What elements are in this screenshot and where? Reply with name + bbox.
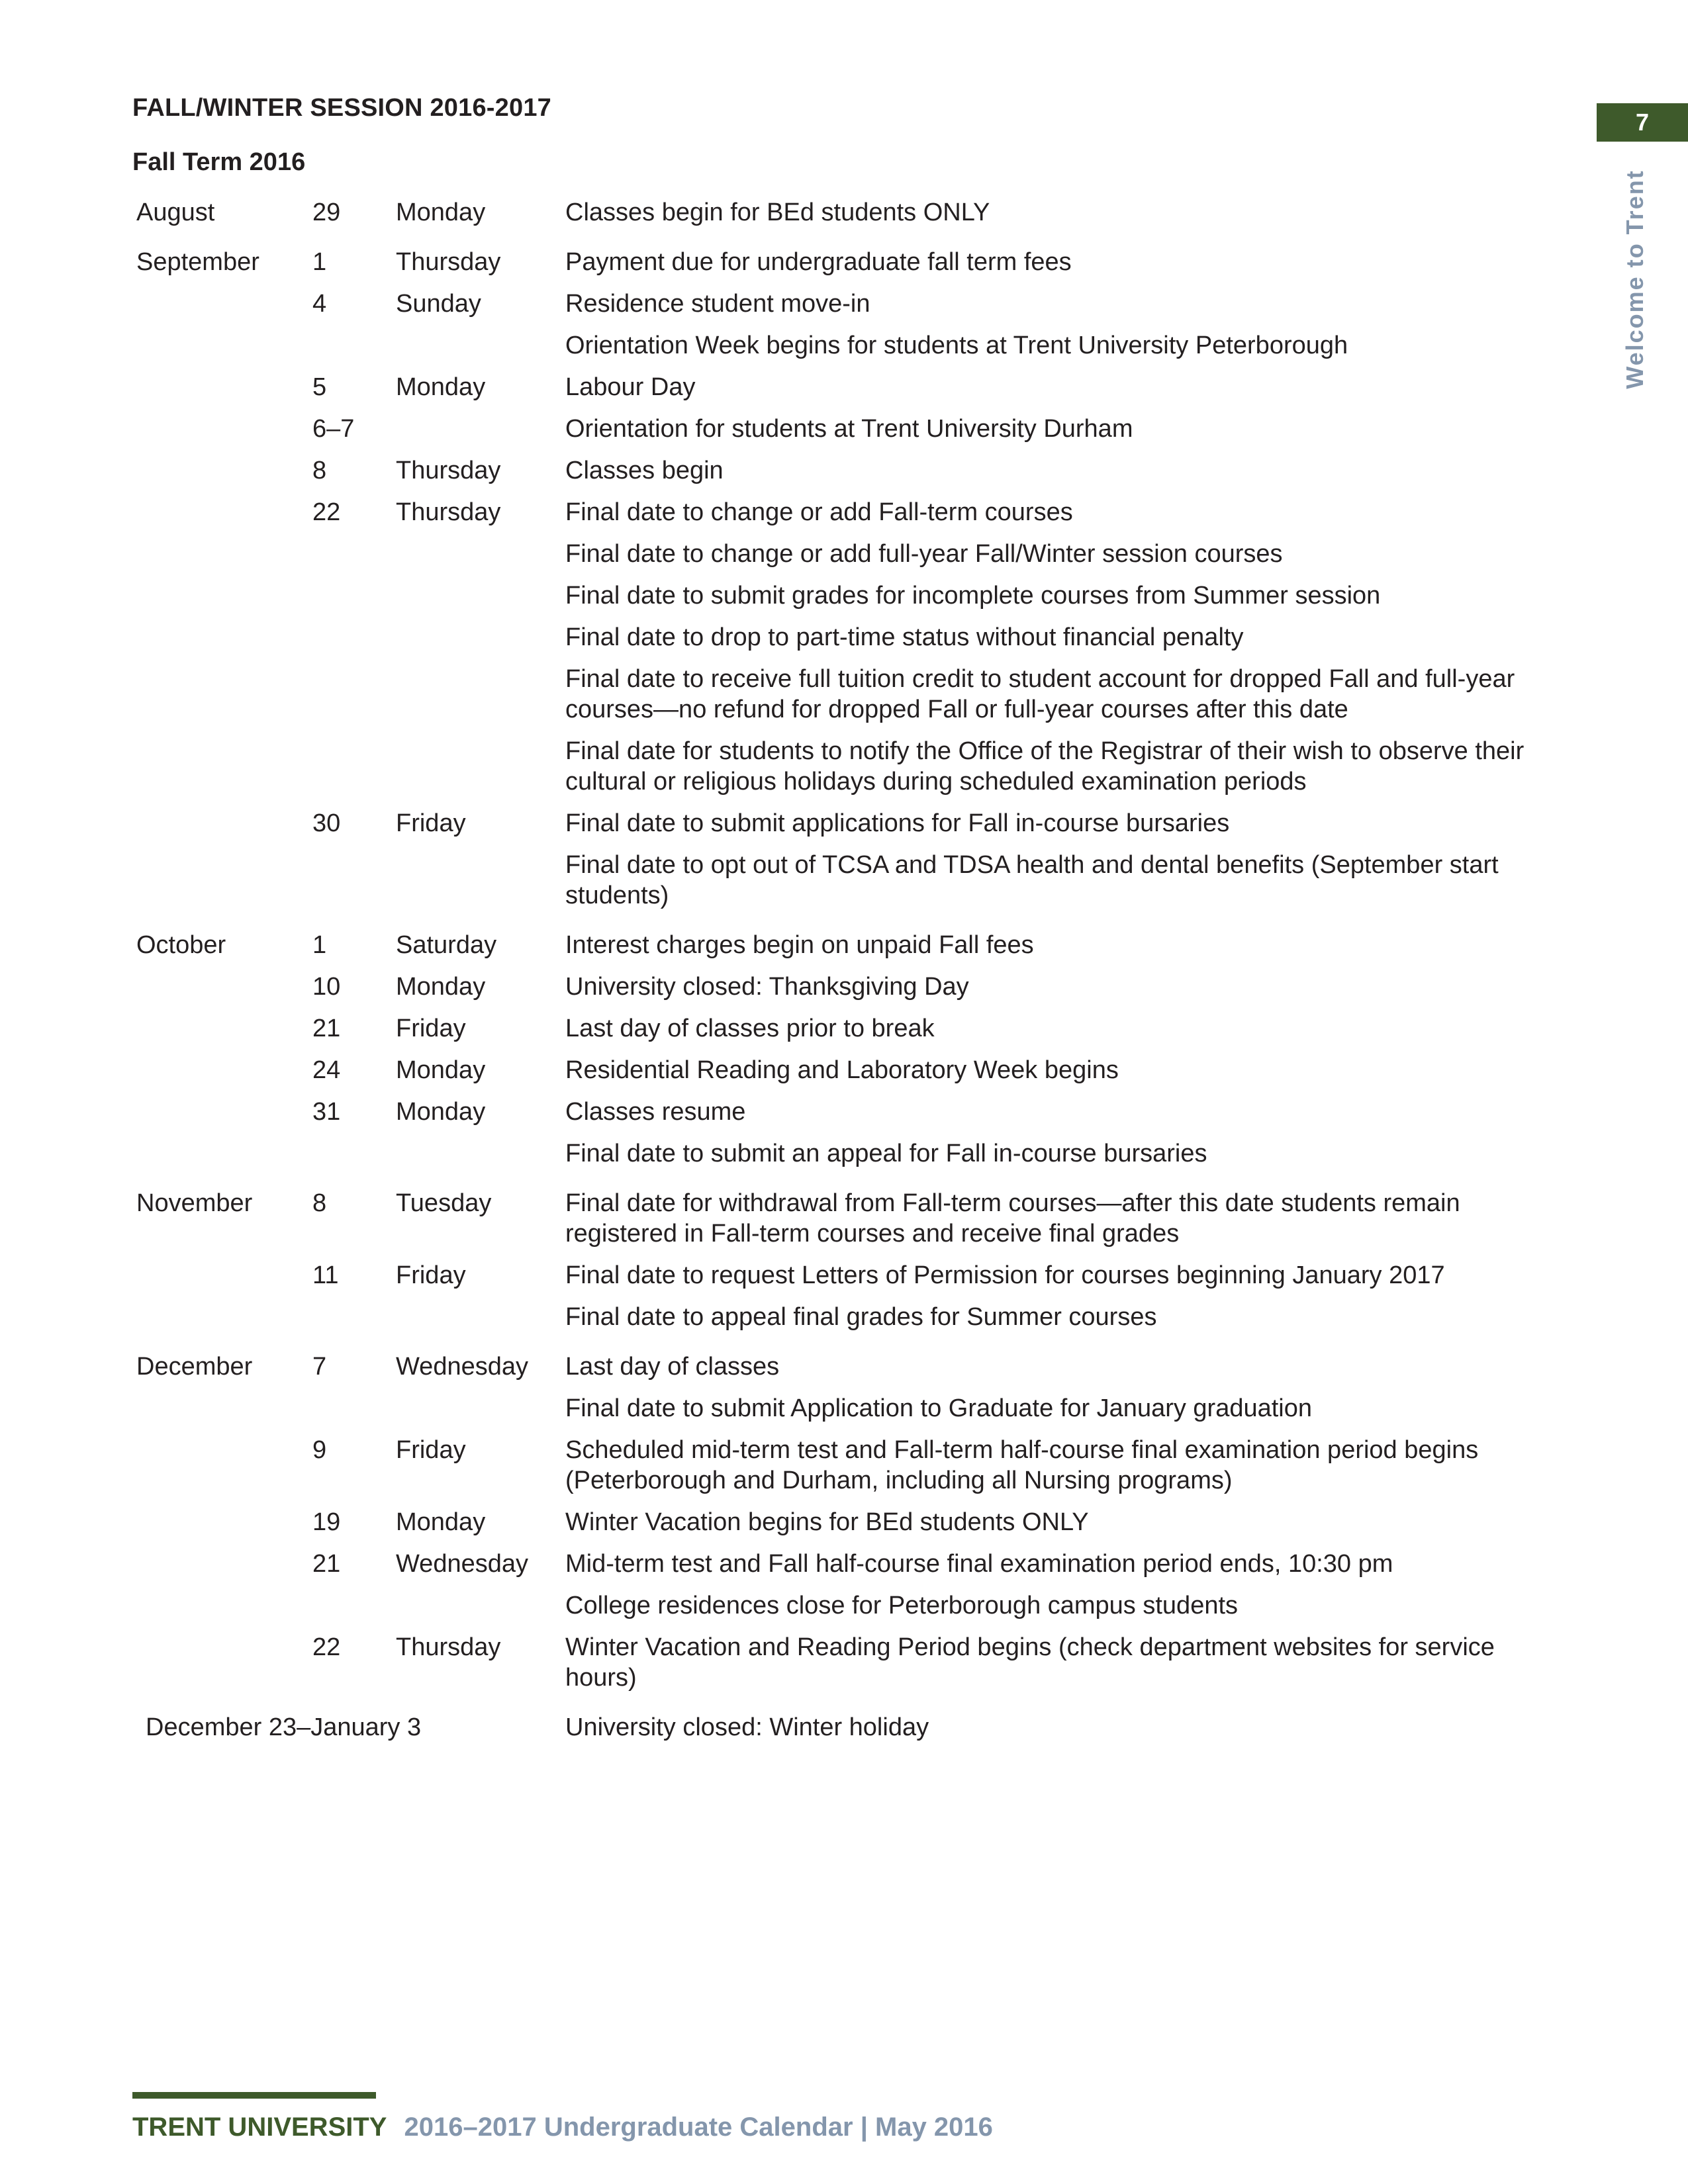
day-cell: 1 bbox=[312, 931, 327, 959]
calendar-row bbox=[136, 1297, 1566, 1338]
month-cell bbox=[136, 1260, 312, 1291]
month-cell: October bbox=[136, 931, 226, 959]
month-cell bbox=[136, 1632, 312, 1693]
month-cell: November bbox=[136, 1189, 253, 1217]
event-description: Orientation Week begins for students at Trent University Peterborough bbox=[565, 332, 1348, 359]
event-description: Last day of classes prior to break bbox=[565, 1015, 935, 1042]
event-description: Final date to request Letters of Permission for courses beginning January 2017 bbox=[565, 1261, 1445, 1289]
calendar-row bbox=[136, 617, 1566, 659]
calendar-row bbox=[136, 533, 1566, 575]
footer-subtitle: 2016–2017 Undergraduate Calendar | May 2016 bbox=[404, 2113, 993, 2142]
event-description: Winter Vacation begins for BEd students ONLY bbox=[565, 1508, 1089, 1536]
month-cell: August bbox=[136, 199, 215, 226]
event-description: Final date to change or add Fall-term courses bbox=[565, 498, 1073, 526]
calendar-row bbox=[136, 450, 1566, 492]
month-group bbox=[136, 242, 1566, 917]
weekday-cell bbox=[396, 414, 565, 444]
event-description: Final date to submit Application to Graduate for January graduation bbox=[565, 1394, 1313, 1422]
calendar-row bbox=[136, 1707, 1566, 1749]
event-description: Labour Day bbox=[565, 373, 696, 401]
weekday-cell: Monday bbox=[396, 373, 486, 401]
weekday-cell: Thursday bbox=[396, 498, 501, 526]
month-cell bbox=[136, 1055, 312, 1085]
weekday-cell: Monday bbox=[396, 973, 486, 1001]
weekday-cell: Monday bbox=[396, 1098, 486, 1126]
event-description: Final date to appeal final grades for Summer courses bbox=[565, 1303, 1157, 1331]
month-cell bbox=[136, 455, 312, 486]
weekday-cell: Wednesday bbox=[396, 1550, 528, 1578]
event-description: Winter Vacation and Reading Period begins (check department websites for service hours) bbox=[565, 1633, 1495, 1692]
day-cell bbox=[312, 664, 396, 725]
calendar-row bbox=[136, 1008, 1566, 1050]
weekday-cell: Friday bbox=[396, 1015, 466, 1042]
day-cell: 9 bbox=[312, 1436, 327, 1464]
weekday-cell bbox=[396, 736, 565, 797]
calendar-row bbox=[136, 492, 1566, 533]
weekday-cell bbox=[396, 1393, 565, 1424]
weekday-cell: Thursday bbox=[396, 457, 501, 484]
month-group bbox=[136, 192, 1566, 234]
day-cell: 11 bbox=[312, 1261, 339, 1289]
month-cell bbox=[136, 1507, 312, 1537]
event-description: Final date to change or add full-year Fall/Winter session courses bbox=[565, 540, 1283, 568]
calendar-row bbox=[136, 966, 1566, 1008]
month-cell bbox=[136, 664, 312, 725]
calendar-row bbox=[136, 731, 1566, 803]
weekday-cell bbox=[396, 1590, 565, 1621]
day-cell bbox=[312, 1393, 396, 1424]
day-cell: 29 bbox=[312, 199, 341, 226]
calendar-row bbox=[136, 192, 1566, 234]
day-cell bbox=[312, 1138, 396, 1169]
event-description: Classes resume bbox=[565, 1098, 746, 1126]
weekday-cell bbox=[396, 664, 565, 725]
month-cell bbox=[136, 330, 312, 361]
weekday-cell bbox=[396, 622, 565, 653]
event-description: Final date to drop to part-time status without financial penalty bbox=[565, 623, 1244, 651]
month-group bbox=[136, 1346, 1566, 1699]
calendar-row bbox=[136, 1585, 1566, 1627]
month-cell bbox=[136, 1435, 312, 1496]
event-description: Payment due for undergraduate fall term fees bbox=[565, 248, 1072, 276]
day-cell: 7 bbox=[312, 1353, 327, 1381]
section-side-label: Welcome to Trent bbox=[1621, 169, 1648, 389]
day-cell: 31 bbox=[312, 1098, 341, 1126]
day-cell: 6–7 bbox=[312, 415, 355, 443]
month-cell bbox=[136, 414, 312, 444]
weekday-cell: Tuesday bbox=[396, 1189, 492, 1217]
month-cell bbox=[136, 736, 312, 797]
page-number: 7 bbox=[1635, 109, 1650, 136]
day-cell: 1 bbox=[312, 248, 327, 276]
weekday-cell bbox=[396, 580, 565, 611]
weekday-cell: Monday bbox=[396, 1056, 486, 1084]
weekday-cell bbox=[396, 1302, 565, 1332]
month-cell bbox=[136, 1302, 312, 1332]
month-cell bbox=[136, 1549, 312, 1579]
calendar-row bbox=[136, 242, 1566, 283]
day-cell: 5 bbox=[312, 373, 327, 401]
calendar-row bbox=[136, 1050, 1566, 1091]
event-description: Final date for students to notify the Office of the Registrar of their wish to observe their cultural or religious holidays during scheduled examination periods bbox=[565, 737, 1524, 796]
day-cell: 21 bbox=[312, 1550, 341, 1578]
weekday-cell: Sunday bbox=[396, 290, 481, 318]
weekday-cell bbox=[396, 1138, 565, 1169]
term-title: Fall Term 2016 bbox=[132, 148, 306, 176]
event-description: Residence student move-in bbox=[565, 290, 870, 318]
weekday-cell: Monday bbox=[396, 1508, 486, 1536]
calendar-row bbox=[136, 1502, 1566, 1543]
month-cell bbox=[136, 808, 312, 839]
weekday-cell: Thursday bbox=[396, 1633, 501, 1661]
academic-calendar-table bbox=[136, 192, 1566, 1749]
day-cell: 4 bbox=[312, 290, 327, 318]
event-description: Scheduled mid-term test and Fall-term half-course final examination period begins (Peterborough and Durham, including all Nursing programs) bbox=[565, 1436, 1479, 1494]
month-cell: September bbox=[136, 248, 259, 276]
month-cell bbox=[136, 972, 312, 1002]
calendar-row bbox=[136, 575, 1566, 617]
day-cell bbox=[312, 622, 396, 653]
event-description: Final date to receive full tuition credit to student account for dropped Fall and full-year courses—no refund for dropped Fall or full-year courses after this date bbox=[565, 665, 1515, 723]
month-cell bbox=[136, 1138, 312, 1169]
weekday-cell: Friday bbox=[396, 1436, 466, 1464]
weekday-cell bbox=[396, 850, 565, 911]
calendar-row bbox=[136, 1388, 1566, 1430]
event-description: University closed: Winter holiday bbox=[565, 1713, 929, 1741]
event-description: Final date for withdrawal from Fall-term courses—after this date students remain registered in Fall-term courses and receive final grades bbox=[565, 1189, 1460, 1248]
calendar-row bbox=[136, 367, 1566, 408]
footer-rule bbox=[132, 2092, 376, 2099]
day-cell: 22 bbox=[312, 1633, 341, 1661]
footer bbox=[132, 2113, 993, 2142]
calendar-row bbox=[136, 844, 1566, 917]
month-cell bbox=[136, 1393, 312, 1424]
calendar-row bbox=[136, 1543, 1566, 1585]
month-cell bbox=[136, 289, 312, 319]
day-cell bbox=[312, 1302, 396, 1332]
page-number-tab bbox=[1597, 103, 1688, 142]
weekday-cell: Thursday bbox=[396, 248, 501, 276]
event-description: Classes begin for BEd students ONLY bbox=[565, 199, 990, 226]
event-description: College residences close for Peterborough campus students bbox=[565, 1592, 1239, 1619]
day-cell bbox=[312, 330, 396, 361]
weekday-cell bbox=[396, 330, 565, 361]
month-cell bbox=[136, 372, 312, 402]
month-group bbox=[136, 1183, 1566, 1338]
month-cell bbox=[136, 497, 312, 527]
calendar-row bbox=[136, 1091, 1566, 1133]
calendar-row bbox=[136, 925, 1566, 966]
day-cell: 8 bbox=[312, 1189, 327, 1217]
month-cell bbox=[136, 622, 312, 653]
month-cell bbox=[136, 850, 312, 911]
day-cell: 24 bbox=[312, 1056, 341, 1084]
day-cell: 22 bbox=[312, 498, 341, 526]
session-title: FALL/WINTER SESSION 2016-2017 bbox=[132, 94, 551, 122]
day-cell: 30 bbox=[312, 809, 341, 837]
weekday-cell: Friday bbox=[396, 809, 466, 837]
day-cell bbox=[312, 850, 396, 911]
calendar-row bbox=[136, 408, 1566, 450]
month-cell bbox=[136, 580, 312, 611]
day-cell bbox=[312, 1590, 396, 1621]
month-cell bbox=[136, 1013, 312, 1044]
calendar-row bbox=[136, 1255, 1566, 1297]
calendar-row bbox=[136, 1627, 1566, 1699]
calendar-row bbox=[136, 1183, 1566, 1255]
day-cell: 19 bbox=[312, 1508, 341, 1536]
event-description: Residential Reading and Laboratory Week begins bbox=[565, 1056, 1119, 1084]
month-cell bbox=[136, 539, 312, 569]
day-cell bbox=[312, 580, 396, 611]
calendar-row bbox=[136, 1430, 1566, 1502]
calendar-row bbox=[136, 803, 1566, 844]
event-description: Interest charges begin on unpaid Fall fees bbox=[565, 931, 1034, 959]
calendar-row bbox=[136, 1346, 1566, 1388]
date-range-cell: December 23–January 3 bbox=[146, 1713, 422, 1741]
weekday-cell: Wednesday bbox=[396, 1353, 528, 1381]
day-cell: 8 bbox=[312, 457, 327, 484]
day-cell bbox=[312, 736, 396, 797]
event-description: Classes begin bbox=[565, 457, 724, 484]
month-group bbox=[136, 925, 1566, 1175]
calendar-row bbox=[136, 283, 1566, 325]
month-cell bbox=[136, 1097, 312, 1127]
day-cell: 10 bbox=[312, 973, 341, 1001]
event-description: Final date to opt out of TCSA and TDSA health and dental benefits (September start students) bbox=[565, 851, 1499, 909]
month-cell bbox=[136, 1590, 312, 1621]
event-description: University closed: Thanksgiving Day bbox=[565, 973, 969, 1001]
footer-brand: TRENT UNIVERSITY bbox=[132, 2113, 387, 2142]
weekday-cell: Monday bbox=[396, 199, 486, 226]
day-cell bbox=[312, 539, 396, 569]
weekday-cell bbox=[396, 539, 565, 569]
event-description: Final date to submit applications for Fall in-course bursaries bbox=[565, 809, 1230, 837]
event-description: Mid-term test and Fall half-course final examination period ends, 10:30 pm bbox=[565, 1550, 1393, 1578]
event-description: Orientation for students at Trent University Durham bbox=[565, 415, 1133, 443]
event-description: Final date to submit grades for incomplete courses from Summer session bbox=[565, 582, 1381, 610]
calendar-row bbox=[136, 325, 1566, 367]
event-description: Final date to submit an appeal for Fall in-course bursaries bbox=[565, 1140, 1207, 1167]
weekday-cell: Friday bbox=[396, 1261, 466, 1289]
calendar-row bbox=[136, 1133, 1566, 1175]
calendar-row bbox=[136, 659, 1566, 731]
weekday-cell: Saturday bbox=[396, 931, 497, 959]
day-cell: 21 bbox=[312, 1015, 341, 1042]
event-description: Last day of classes bbox=[565, 1353, 780, 1381]
month-cell: December bbox=[136, 1353, 253, 1381]
